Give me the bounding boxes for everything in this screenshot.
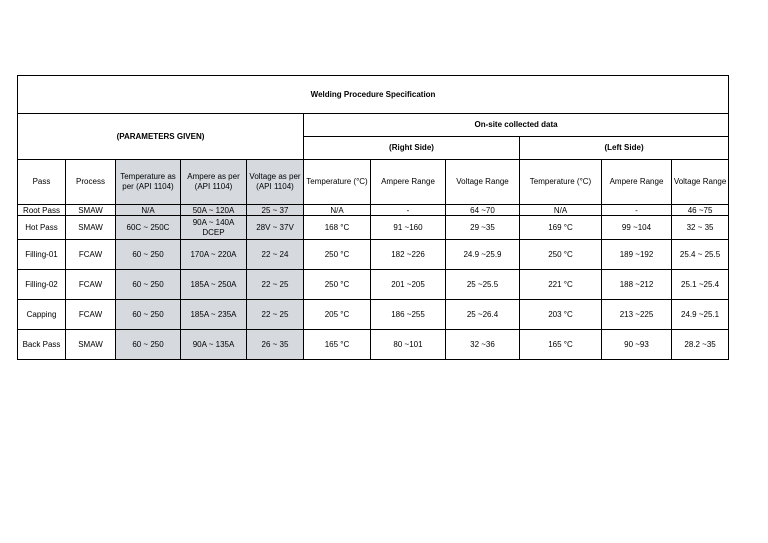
table-row <box>18 270 729 300</box>
cell-volt-api: 25 ~ 37 <box>247 205 304 216</box>
cell-pass: Back Pass <box>18 330 66 360</box>
table-row <box>18 240 729 270</box>
cell-volt-api: 22 ~ 25 <box>247 300 304 330</box>
cell-temp-api: 60 ~ 250 <box>116 270 181 300</box>
column-header-row <box>18 160 729 205</box>
cell-right-volt: 29 ~35 <box>446 216 520 240</box>
cell-process: FCAW <box>66 270 116 300</box>
cell-left-volt: 46 ~75 <box>672 205 729 216</box>
cell-left-volt: 24.9 ~25.1 <box>672 300 729 330</box>
onsite-data-header: On-site collected data <box>304 114 729 137</box>
cell-right-volt: 64 ~70 <box>446 205 520 216</box>
col-header-right-amp: Ampere Range <box>371 160 446 205</box>
cell-right-volt: 32 ~36 <box>446 330 520 360</box>
cell-amp-api: 185A ~ 250A <box>181 270 247 300</box>
cell-left-volt: 25.4 ~ 25.5 <box>672 240 729 270</box>
cell-left-temp: 221 °C <box>520 270 602 300</box>
col-header-left-temp: Temperature (°C) <box>520 160 602 205</box>
cell-left-volt: 25.1 ~25.4 <box>672 270 729 300</box>
cell-right-amp: 201 ~205 <box>371 270 446 300</box>
col-header-process: Process <box>66 160 116 205</box>
cell-left-amp: 99 ~104 <box>602 216 672 240</box>
cell-right-volt: 25 ~26.4 <box>446 300 520 330</box>
cell-amp-api: 185A ~ 235A <box>181 300 247 330</box>
cell-left-temp: N/A <box>520 205 602 216</box>
cell-left-temp: 203 °C <box>520 300 602 330</box>
cell-pass: Filling-01 <box>18 240 66 270</box>
col-header-volt-api: Voltage as per (API 1104) <box>247 160 304 205</box>
cell-right-amp: 182 ~226 <box>371 240 446 270</box>
cell-process: SMAW <box>66 205 116 216</box>
cell-right-amp: 91 ~160 <box>371 216 446 240</box>
table-row <box>18 330 729 360</box>
wps-table <box>17 75 729 360</box>
cell-temp-api: N/A <box>116 205 181 216</box>
cell-left-temp: 250 °C <box>520 240 602 270</box>
col-header-left-volt: Voltage Range <box>672 160 729 205</box>
table-row <box>18 216 729 240</box>
col-header-pass: Pass <box>18 160 66 205</box>
cell-left-amp: 213 ~225 <box>602 300 672 330</box>
cell-left-volt: 32 ~ 35 <box>672 216 729 240</box>
col-header-temp-api: Temperature as per (API 1104) <box>116 160 181 205</box>
table-row <box>18 205 729 216</box>
cell-volt-api: 22 ~ 25 <box>247 270 304 300</box>
cell-temp-api: 60 ~ 250 <box>116 240 181 270</box>
cell-left-amp: 189 ~192 <box>602 240 672 270</box>
col-header-left-amp: Ampere Range <box>602 160 672 205</box>
cell-left-amp: 188 ~212 <box>602 270 672 300</box>
cell-pass: Capping <box>18 300 66 330</box>
cell-volt-api: 22 ~ 24 <box>247 240 304 270</box>
table-title: Welding Procedure Specification <box>18 76 729 114</box>
cell-pass: Hot Pass <box>18 216 66 240</box>
cell-right-volt: 24.9 ~25.9 <box>446 240 520 270</box>
cell-right-temp: 165 °C <box>304 330 371 360</box>
cell-right-temp: 250 °C <box>304 240 371 270</box>
right-side-header: (Right Side) <box>304 137 520 160</box>
cell-left-amp: - <box>602 205 672 216</box>
cell-left-temp: 165 °C <box>520 330 602 360</box>
cell-process: FCAW <box>66 300 116 330</box>
table-row <box>18 300 729 330</box>
left-side-header: (Left Side) <box>520 137 729 160</box>
cell-right-volt: 25 ~25.5 <box>446 270 520 300</box>
cell-amp-api: 50A ~ 120A <box>181 205 247 216</box>
cell-left-amp: 90 ~93 <box>602 330 672 360</box>
cell-process: SMAW <box>66 216 116 240</box>
cell-amp-api: 90A ~ 135A <box>181 330 247 360</box>
cell-right-temp: 250 °C <box>304 270 371 300</box>
parameters-given-header: (PARAMETERS GIVEN) <box>18 114 304 160</box>
cell-right-temp: 205 °C <box>304 300 371 330</box>
cell-right-amp: 80 ~101 <box>371 330 446 360</box>
cell-process: SMAW <box>66 330 116 360</box>
col-header-amp-api: Ampere as per (API 1104) <box>181 160 247 205</box>
cell-right-amp: 186 ~255 <box>371 300 446 330</box>
cell-volt-api: 26 ~ 35 <box>247 330 304 360</box>
cell-process: FCAW <box>66 240 116 270</box>
cell-amp-api: 170A ~ 220A <box>181 240 247 270</box>
cell-temp-api: 60 ~ 250 <box>116 330 181 360</box>
cell-amp-api: 90A ~ 140A DCEP <box>181 216 247 240</box>
cell-right-temp: 168 °C <box>304 216 371 240</box>
cell-volt-api: 28V ~ 37V <box>247 216 304 240</box>
cell-pass: Filling-02 <box>18 270 66 300</box>
cell-temp-api: 60C ~ 250C <box>116 216 181 240</box>
cell-right-amp: - <box>371 205 446 216</box>
cell-pass: Root Pass <box>18 205 66 216</box>
cell-temp-api: 60 ~ 250 <box>116 300 181 330</box>
cell-left-volt: 28.2 ~35 <box>672 330 729 360</box>
cell-right-temp: N/A <box>304 205 371 216</box>
cell-left-temp: 169 °C <box>520 216 602 240</box>
col-header-right-temp: Temperature (°C) <box>304 160 371 205</box>
col-header-right-volt: Voltage Range <box>446 160 520 205</box>
